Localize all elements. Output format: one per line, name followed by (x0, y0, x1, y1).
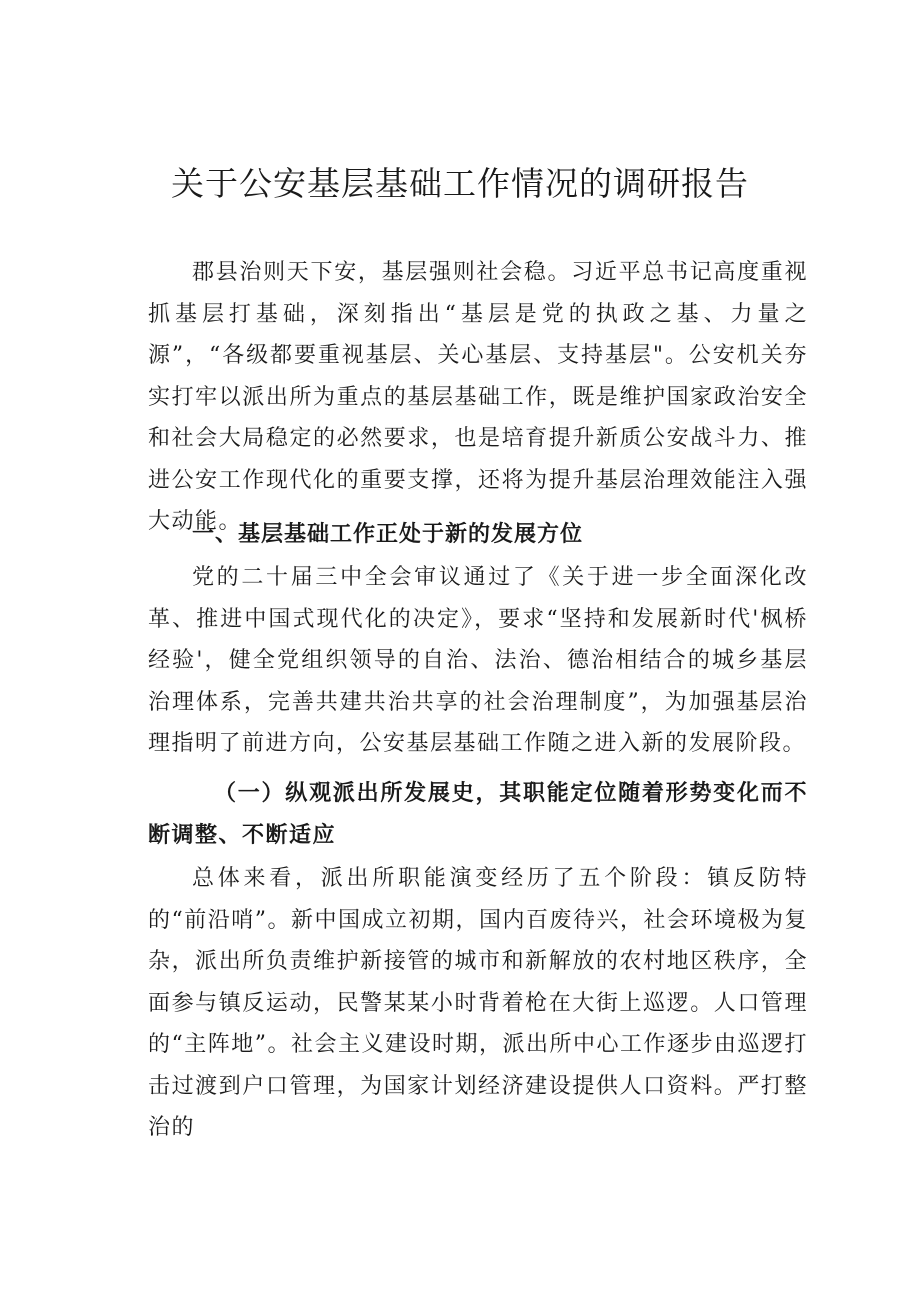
paragraph-section-1: 党的二十届三中全会审议通过了《关于进一步全面深化改革、推进中国式现代化的决定》，要求“坚持和发展新时代'枫桥经验'，健全党组织领导的自治、法治、德治相结合的城乡基层治理体系，完善共建共治共享的社会治理制度”，为加强基层治理指明了前进方向，公安基层基础工作随之进入新的发展阶段。 (148, 565, 808, 756)
paragraph-intro: 郡县治则天下安，基层强则社会稳。习近平总书记高度重视抓基层打基础，深刻指出“基层是党的执政之基、力量之源”，“各级都要重视基层、关心基层、支持基层"。公安机关夯实打牢以派出所为重点的基层基础工作，既是维护国家政治安全和社会大局稳定的必然要求，也是培育提升新质公安战斗力、推进公安工作现代化的重要支撑，还将为提升基层治理效能注入强大动能。 (148, 260, 808, 534)
document-title: 关于公安基层基础工作情况的调研报告 (171, 164, 749, 203)
section-heading-1: 一、基层基础工作正处于新的发展方位 (192, 522, 584, 547)
paragraph-subsection-1: 总体来看，派出所职能演变经历了五个阶段：镇反防特的“前沿哨”。新中国成立初期，国内百废待兴，社会环境极为复杂，派出所负责维护新接管的城市和新解放的农村地区秩序，全面参与镇反运动，民警某某小时背着枪在大街上巡逻。人口管理的“主阵地”。社会主义建设时期，派出所中心工作逐步由巡逻打击过渡到户口管理，为国家计划经济建设提供人口资料。严打整治的 (148, 866, 808, 1140)
subsection-heading-1: （一）纵观派出所发展史，其职能定位随着形势变化而不断调整、不断适应 (148, 780, 808, 848)
